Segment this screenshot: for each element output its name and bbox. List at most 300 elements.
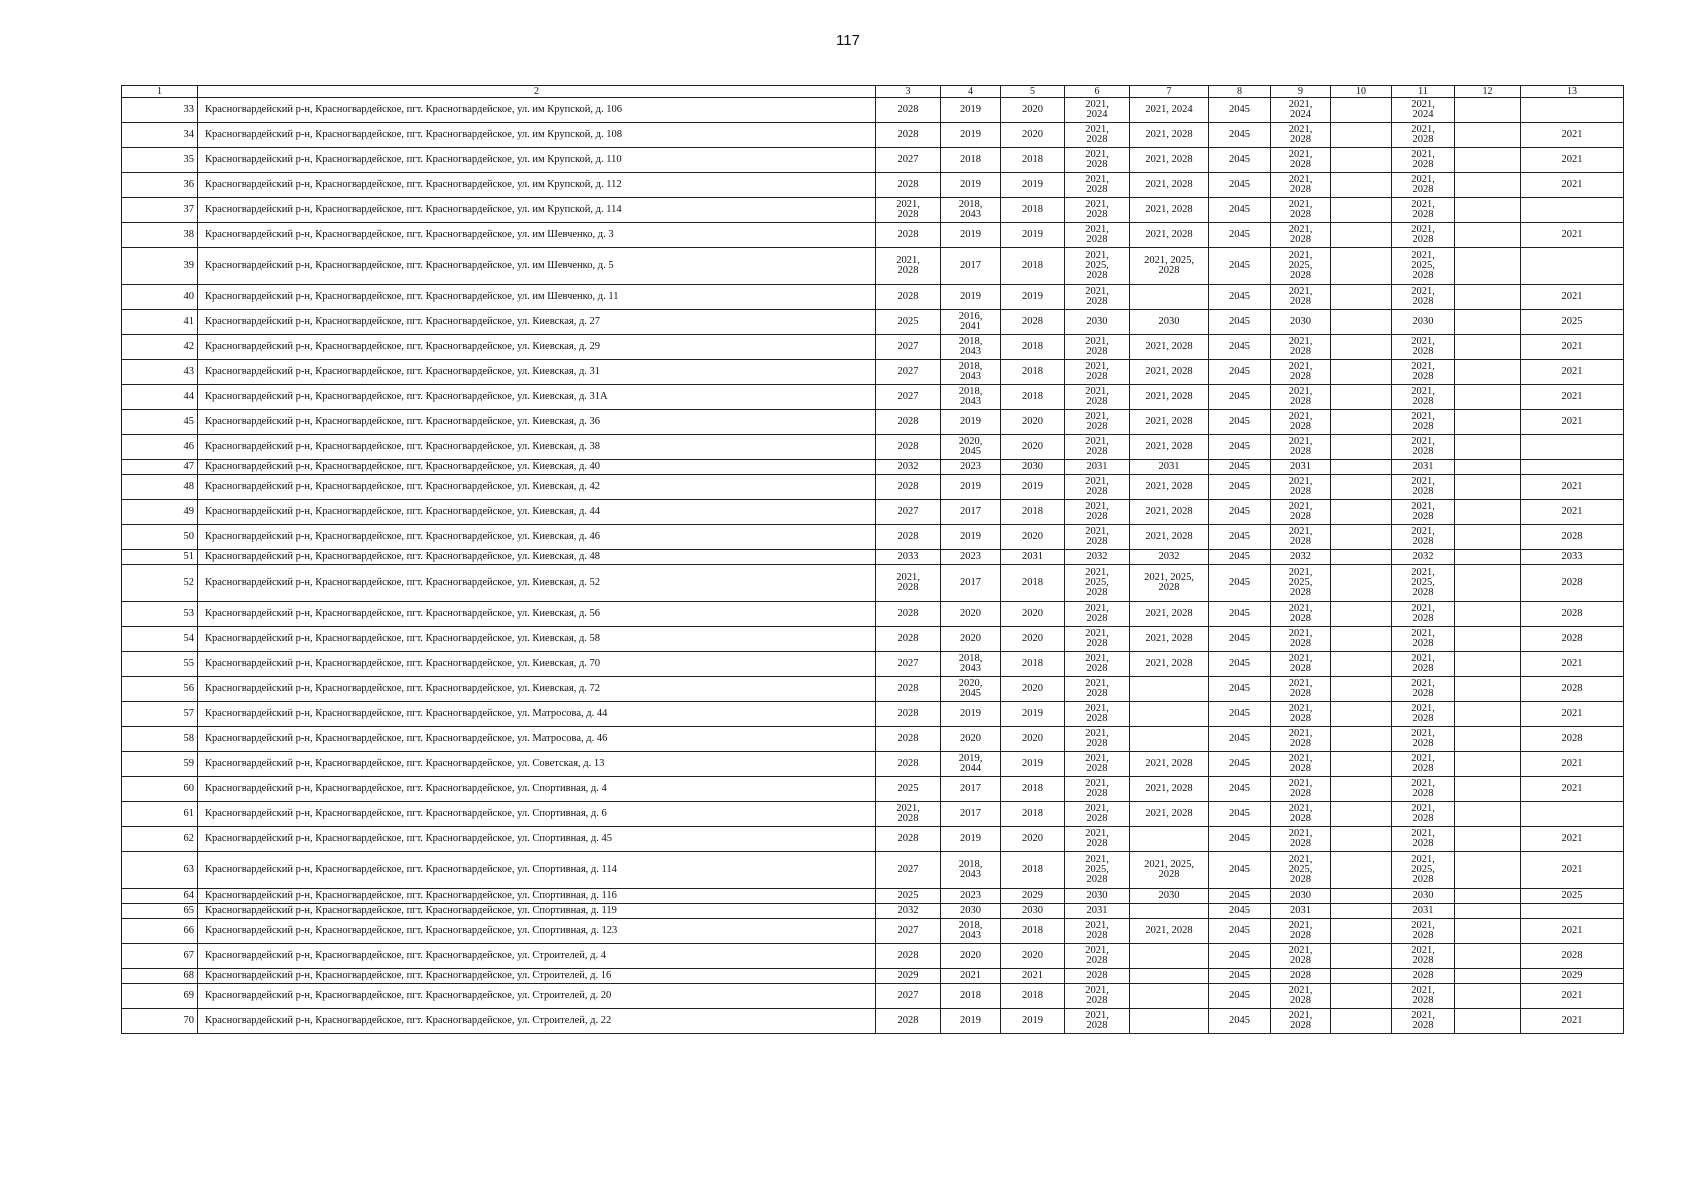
year-cell-col-11: 2021, 2028: [1392, 198, 1455, 223]
year-cell-col-5: 2018: [1001, 777, 1065, 802]
year-cell-col-7: 2030: [1130, 310, 1209, 335]
year-cell-col-3: 2027: [876, 385, 941, 410]
year-cell-col-5: 2020: [1001, 435, 1065, 460]
year-cell-col-7: [1130, 677, 1209, 702]
year-cell-col-7: [1130, 904, 1209, 919]
year-cell-col-12: [1455, 475, 1521, 500]
column-header-13: 13: [1521, 86, 1624, 98]
year-cell-col-10: [1331, 677, 1392, 702]
year-cell-col-9: 2021, 2028: [1271, 777, 1331, 802]
year-cell-col-8: 2045: [1209, 148, 1271, 173]
year-cell-col-5: 2020: [1001, 123, 1065, 148]
year-cell-col-7: [1130, 702, 1209, 727]
year-cell-col-11: 2021, 2028: [1392, 652, 1455, 677]
year-cell-col-5: 2028: [1001, 310, 1065, 335]
column-header-8: 8: [1209, 86, 1271, 98]
year-cell-col-9: 2031: [1271, 460, 1331, 475]
year-cell-col-6: 2021, 2025, 2028: [1065, 248, 1130, 285]
year-cell-col-7: 2031: [1130, 460, 1209, 475]
year-cell-col-3: 2028: [876, 944, 941, 969]
row-number: 56: [122, 677, 198, 702]
table-row: [122, 98, 1624, 123]
year-cell-col-4: 2017: [941, 565, 1001, 602]
year-cell-col-5: 2018: [1001, 385, 1065, 410]
row-number: 68: [122, 969, 198, 984]
year-cell-col-5: 2030: [1001, 460, 1065, 475]
year-cell-col-9: 2021, 2028: [1271, 677, 1331, 702]
year-cell-col-8: 2045: [1209, 827, 1271, 852]
year-cell-col-7: 2021, 2028: [1130, 173, 1209, 198]
year-cell-col-12: [1455, 702, 1521, 727]
year-cell-col-3: 2027: [876, 652, 941, 677]
year-cell-col-13: 2028: [1521, 602, 1624, 627]
year-cell-col-11: 2021, 2025, 2028: [1392, 248, 1455, 285]
year-cell-col-11: 2021, 2028: [1392, 627, 1455, 652]
year-cell-col-4: 2018, 2043: [941, 198, 1001, 223]
year-cell-col-11: 2021, 2028: [1392, 525, 1455, 550]
year-cell-col-13: [1521, 248, 1624, 285]
year-cell-col-8: 2045: [1209, 984, 1271, 1009]
year-cell-col-6: 2021, 2028: [1065, 702, 1130, 727]
table-row: [122, 1009, 1624, 1034]
year-cell-col-3: 2028: [876, 435, 941, 460]
year-cell-col-13: 2021: [1521, 385, 1624, 410]
row-number: 55: [122, 652, 198, 677]
year-cell-col-10: [1331, 385, 1392, 410]
year-cell-col-9: 2021, 2024: [1271, 98, 1331, 123]
year-cell-col-9: 2021, 2028: [1271, 173, 1331, 198]
year-cell-col-5: 2018: [1001, 802, 1065, 827]
table-row: [122, 525, 1624, 550]
year-cell-col-6: 2021, 2028: [1065, 752, 1130, 777]
year-cell-col-12: [1455, 460, 1521, 475]
year-cell-col-6: 2021, 2028: [1065, 123, 1130, 148]
year-cell-col-9: 2021, 2028: [1271, 223, 1331, 248]
year-cell-col-6: 2021, 2028: [1065, 919, 1130, 944]
year-cell-col-3: 2027: [876, 360, 941, 385]
address-cell: Красногвардейский р-н, Красногвардейское, пгт. Красногвардейское, ул. им Крупской, д. 110: [198, 148, 876, 173]
row-number: 67: [122, 944, 198, 969]
year-cell-col-3: 2025: [876, 777, 941, 802]
year-cell-col-4: 2018, 2043: [941, 335, 1001, 360]
year-cell-col-12: [1455, 1009, 1521, 1034]
year-cell-col-7: [1130, 1009, 1209, 1034]
year-cell-col-11: 2021, 2028: [1392, 727, 1455, 752]
year-cell-col-4: 2019: [941, 285, 1001, 310]
address-cell: Красногвардейский р-н, Красногвардейское, пгт. Красногвардейское, ул. Спортивная, д. 45: [198, 827, 876, 852]
year-cell-col-8: 2045: [1209, 889, 1271, 904]
year-cell-col-12: [1455, 123, 1521, 148]
year-cell-col-8: 2045: [1209, 310, 1271, 335]
year-cell-col-13: 2021: [1521, 652, 1624, 677]
year-cell-col-7: 2021, 2028: [1130, 752, 1209, 777]
year-cell-col-6: 2021, 2028: [1065, 677, 1130, 702]
address-cell: Красногвардейский р-н, Красногвардейское, пгт. Красногвардейское, ул. им Шевченко, д. 3: [198, 223, 876, 248]
year-cell-col-4: 2018, 2043: [941, 852, 1001, 889]
year-cell-col-9: 2030: [1271, 889, 1331, 904]
year-cell-col-11: 2021, 2028: [1392, 123, 1455, 148]
year-cell-col-6: 2021, 2028: [1065, 500, 1130, 525]
year-cell-col-4: 2020: [941, 602, 1001, 627]
year-cell-col-12: [1455, 223, 1521, 248]
year-cell-col-11: 2021, 2028: [1392, 602, 1455, 627]
year-cell-col-13: 2028: [1521, 677, 1624, 702]
year-cell-col-5: 2020: [1001, 410, 1065, 435]
year-cell-col-13: 2021: [1521, 123, 1624, 148]
year-cell-col-11: 2021, 2024: [1392, 98, 1455, 123]
year-cell-col-8: 2045: [1209, 677, 1271, 702]
year-cell-col-13: 2021: [1521, 777, 1624, 802]
year-cell-col-11: 2021, 2028: [1392, 410, 1455, 435]
year-cell-col-13: 2021: [1521, 702, 1624, 727]
row-number: 36: [122, 173, 198, 198]
year-cell-col-12: [1455, 550, 1521, 565]
column-header-4: 4: [941, 86, 1001, 98]
year-cell-col-7: 2032: [1130, 550, 1209, 565]
year-cell-col-10: [1331, 627, 1392, 652]
year-cell-col-8: 2045: [1209, 777, 1271, 802]
year-cell-col-10: [1331, 435, 1392, 460]
year-cell-col-11: 2021, 2028: [1392, 984, 1455, 1009]
address-cell: Красногвардейский р-н, Красногвардейское, пгт. Красногвардейское, ул. Киевская, д. 58: [198, 627, 876, 652]
table-row: [122, 919, 1624, 944]
year-cell-col-8: 2045: [1209, 500, 1271, 525]
year-cell-col-10: [1331, 123, 1392, 148]
year-cell-col-5: 2018: [1001, 565, 1065, 602]
year-cell-col-5: 2019: [1001, 1009, 1065, 1034]
year-cell-col-3: 2028: [876, 525, 941, 550]
column-header-11: 11: [1392, 86, 1455, 98]
year-cell-col-4: 2020, 2045: [941, 435, 1001, 460]
year-cell-col-10: [1331, 652, 1392, 677]
table-row: [122, 969, 1624, 984]
year-cell-col-4: 2016, 2041: [941, 310, 1001, 335]
year-cell-col-11: 2031: [1392, 460, 1455, 475]
address-cell: Красногвардейский р-н, Красногвардейское, пгт. Красногвардейское, ул. Строителей, д. 20: [198, 984, 876, 1009]
table-row: [122, 198, 1624, 223]
year-cell-col-4: 2020: [941, 944, 1001, 969]
year-cell-col-9: 2021, 2028: [1271, 727, 1331, 752]
year-cell-col-5: 2018: [1001, 148, 1065, 173]
year-cell-col-7: [1130, 285, 1209, 310]
year-cell-col-8: 2045: [1209, 852, 1271, 889]
year-cell-col-8: 2045: [1209, 525, 1271, 550]
year-cell-col-4: 2020, 2045: [941, 677, 1001, 702]
column-header-10: 10: [1331, 86, 1392, 98]
year-cell-col-8: 2045: [1209, 1009, 1271, 1034]
year-cell-col-8: 2045: [1209, 335, 1271, 360]
year-cell-col-8: 2045: [1209, 98, 1271, 123]
year-cell-col-9: 2021, 2025, 2028: [1271, 248, 1331, 285]
year-cell-col-13: 2021: [1521, 500, 1624, 525]
year-cell-col-3: 2028: [876, 702, 941, 727]
year-cell-col-9: 2021, 2025, 2028: [1271, 565, 1331, 602]
year-cell-col-13: 2028: [1521, 565, 1624, 602]
year-cell-col-12: [1455, 525, 1521, 550]
row-number: 39: [122, 248, 198, 285]
year-cell-col-10: [1331, 500, 1392, 525]
year-cell-col-3: 2028: [876, 752, 941, 777]
year-cell-col-13: 2021: [1521, 360, 1624, 385]
year-cell-col-4: 2019: [941, 827, 1001, 852]
year-cell-col-10: [1331, 410, 1392, 435]
year-cell-col-3: 2027: [876, 500, 941, 525]
year-cell-col-4: 2019: [941, 525, 1001, 550]
year-cell-col-13: 2021: [1521, 852, 1624, 889]
year-cell-col-13: 2021: [1521, 752, 1624, 777]
year-cell-col-9: 2021, 2028: [1271, 148, 1331, 173]
address-cell: Красногвардейский р-н, Красногвардейское, пгт. Красногвардейское, ул. Спортивная, д. 119: [198, 904, 876, 919]
year-cell-col-6: 2021, 2028: [1065, 173, 1130, 198]
year-cell-col-6: 2021, 2028: [1065, 475, 1130, 500]
year-cell-col-10: [1331, 223, 1392, 248]
table-row: [122, 677, 1624, 702]
table-row: [122, 602, 1624, 627]
year-cell-col-10: [1331, 285, 1392, 310]
address-cell: Красногвардейский р-н, Красногвардейское, пгт. Красногвардейское, ул. Киевская, д. 31А: [198, 385, 876, 410]
row-number: 53: [122, 602, 198, 627]
year-cell-col-6: 2021, 2028: [1065, 777, 1130, 802]
year-cell-col-10: [1331, 889, 1392, 904]
year-cell-col-11: 2021, 2028: [1392, 827, 1455, 852]
column-header-12: 12: [1455, 86, 1521, 98]
year-cell-col-12: [1455, 852, 1521, 889]
year-cell-col-12: [1455, 652, 1521, 677]
year-cell-col-12: [1455, 148, 1521, 173]
year-cell-col-3: 2028: [876, 173, 941, 198]
year-cell-col-13: 2025: [1521, 310, 1624, 335]
row-number: 33: [122, 98, 198, 123]
year-cell-col-10: [1331, 702, 1392, 727]
year-cell-col-8: 2045: [1209, 385, 1271, 410]
year-cell-col-5: 2019: [1001, 285, 1065, 310]
header-row: [122, 86, 1624, 98]
year-cell-col-13: 2021: [1521, 475, 1624, 500]
year-cell-col-5: 2020: [1001, 98, 1065, 123]
address-cell: Красногвардейский р-н, Красногвардейское, пгт. Красногвардейское, ул. Строителей, д. 16: [198, 969, 876, 984]
year-cell-col-3: 2027: [876, 335, 941, 360]
year-cell-col-9: 2021, 2028: [1271, 802, 1331, 827]
year-cell-col-11: 2021, 2028: [1392, 500, 1455, 525]
column-header-2: 2: [198, 86, 876, 98]
year-cell-col-6: 2031: [1065, 460, 1130, 475]
year-cell-col-9: 2021, 2028: [1271, 435, 1331, 460]
row-number: 59: [122, 752, 198, 777]
table-row: [122, 123, 1624, 148]
year-cell-col-13: 2028: [1521, 525, 1624, 550]
address-cell: Красногвардейский р-н, Красногвардейское, пгт. Красногвардейское, ул. Киевская, д. 36: [198, 410, 876, 435]
year-cell-col-10: [1331, 727, 1392, 752]
year-cell-col-11: 2021, 2028: [1392, 702, 1455, 727]
year-cell-col-11: 2021, 2028: [1392, 919, 1455, 944]
address-cell: Красногвардейский р-н, Красногвардейское, пгт. Красногвардейское, ул. им Шевченко, д. 11: [198, 285, 876, 310]
year-cell-col-3: 2028: [876, 1009, 941, 1034]
year-cell-col-12: [1455, 360, 1521, 385]
year-cell-col-5: 2020: [1001, 525, 1065, 550]
year-cell-col-4: 2019: [941, 223, 1001, 248]
year-cell-col-7: 2021, 2028: [1130, 652, 1209, 677]
table-row: [122, 727, 1624, 752]
year-cell-col-5: 2018: [1001, 335, 1065, 360]
year-cell-col-8: 2045: [1209, 944, 1271, 969]
row-number: 37: [122, 198, 198, 223]
year-cell-col-9: 2021, 2028: [1271, 627, 1331, 652]
address-cell: Красногвардейский р-н, Красногвардейское, пгт. Красногвардейское, ул. Спортивная, д. 116: [198, 889, 876, 904]
address-cell: Красногвардейский р-н, Красногвардейское, пгт. Красногвардейское, ул. Киевская, д. 40: [198, 460, 876, 475]
year-cell-col-12: [1455, 410, 1521, 435]
column-header-6: 6: [1065, 86, 1130, 98]
year-cell-col-4: 2019: [941, 410, 1001, 435]
year-cell-col-5: 2020: [1001, 827, 1065, 852]
year-cell-col-6: 2021, 2028: [1065, 727, 1130, 752]
address-cell: Красногвардейский р-н, Красногвардейское, пгт. Красногвардейское, ул. Киевская, д. 56: [198, 602, 876, 627]
year-cell-col-13: 2033: [1521, 550, 1624, 565]
year-cell-col-4: 2019: [941, 173, 1001, 198]
year-cell-col-8: 2045: [1209, 702, 1271, 727]
year-cell-col-11: 2021, 2028: [1392, 475, 1455, 500]
year-cell-col-10: [1331, 777, 1392, 802]
row-number: 57: [122, 702, 198, 727]
year-cell-col-7: 2021, 2028: [1130, 500, 1209, 525]
row-number: 44: [122, 385, 198, 410]
year-cell-col-5: 2031: [1001, 550, 1065, 565]
row-number: 47: [122, 460, 198, 475]
year-cell-col-3: 2029: [876, 969, 941, 984]
year-cell-col-3: 2027: [876, 148, 941, 173]
year-cell-col-9: 2021, 2028: [1271, 123, 1331, 148]
table-row: [122, 904, 1624, 919]
year-cell-col-10: [1331, 335, 1392, 360]
row-number: 34: [122, 123, 198, 148]
year-cell-col-4: 2023: [941, 460, 1001, 475]
year-cell-col-4: 2018, 2043: [941, 385, 1001, 410]
year-cell-col-6: 2021, 2028: [1065, 410, 1130, 435]
year-cell-col-9: 2021, 2028: [1271, 285, 1331, 310]
year-cell-col-13: [1521, 460, 1624, 475]
year-cell-col-10: [1331, 550, 1392, 565]
year-cell-col-5: 2019: [1001, 223, 1065, 248]
page-number: 117: [836, 32, 860, 49]
year-cell-col-4: 2018, 2043: [941, 919, 1001, 944]
table-row: [122, 223, 1624, 248]
year-cell-col-7: 2021, 2028: [1130, 360, 1209, 385]
year-cell-col-12: [1455, 889, 1521, 904]
year-cell-col-13: 2021: [1521, 173, 1624, 198]
year-cell-col-13: 2028: [1521, 627, 1624, 652]
address-cell: Красногвардейский р-н, Красногвардейское, пгт. Красногвардейское, ул. Спортивная, д. 123: [198, 919, 876, 944]
year-cell-col-5: 2019: [1001, 475, 1065, 500]
year-cell-col-8: 2045: [1209, 285, 1271, 310]
year-cell-col-13: 2021: [1521, 223, 1624, 248]
year-cell-col-11: 2021, 2028: [1392, 335, 1455, 360]
year-cell-col-11: 2028: [1392, 969, 1455, 984]
year-cell-col-8: 2045: [1209, 435, 1271, 460]
year-cell-col-11: 2021, 2028: [1392, 435, 1455, 460]
year-cell-col-11: 2032: [1392, 550, 1455, 565]
year-cell-col-12: [1455, 827, 1521, 852]
year-cell-col-4: 2017: [941, 248, 1001, 285]
year-cell-col-5: 2019: [1001, 702, 1065, 727]
column-header-1: 1: [122, 86, 198, 98]
year-cell-col-12: [1455, 984, 1521, 1009]
row-number: 51: [122, 550, 198, 565]
table-row: [122, 435, 1624, 460]
year-cell-col-9: 2021, 2028: [1271, 410, 1331, 435]
year-cell-col-5: 2029: [1001, 889, 1065, 904]
year-cell-col-12: [1455, 310, 1521, 335]
year-cell-col-7: 2021, 2025, 2028: [1130, 248, 1209, 285]
year-cell-col-10: [1331, 904, 1392, 919]
row-number: 41: [122, 310, 198, 335]
year-cell-col-3: 2027: [876, 984, 941, 1009]
year-cell-col-10: [1331, 98, 1392, 123]
year-cell-col-12: [1455, 677, 1521, 702]
column-header-9: 9: [1271, 86, 1331, 98]
address-cell: Красногвардейский р-н, Красногвардейское, пгт. Красногвардейское, ул. Киевская, д. 29: [198, 335, 876, 360]
year-cell-col-3: 2028: [876, 98, 941, 123]
row-number: 49: [122, 500, 198, 525]
year-cell-col-9: 2021, 2028: [1271, 984, 1331, 1009]
year-cell-col-6: 2021, 2025, 2028: [1065, 565, 1130, 602]
address-cell: Красногвардейский р-н, Красногвардейское, пгт. Красногвардейское, ул. им Крупской, д. 106: [198, 98, 876, 123]
year-cell-col-5: 2020: [1001, 602, 1065, 627]
year-cell-col-11: 2021, 2028: [1392, 223, 1455, 248]
year-cell-col-9: 2028: [1271, 969, 1331, 984]
year-cell-col-11: 2021, 2025, 2028: [1392, 565, 1455, 602]
year-cell-col-9: 2032: [1271, 550, 1331, 565]
year-cell-col-6: 2030: [1065, 889, 1130, 904]
year-cell-col-4: 2019: [941, 123, 1001, 148]
year-cell-col-13: 2028: [1521, 727, 1624, 752]
year-cell-col-3: 2027: [876, 919, 941, 944]
year-cell-col-12: [1455, 435, 1521, 460]
address-cell: Красногвардейский р-н, Красногвардейское, пгт. Красногвардейское, ул. им Крупской, д. 108: [198, 123, 876, 148]
year-cell-col-13: 2021: [1521, 827, 1624, 852]
table-row: [122, 360, 1624, 385]
year-cell-col-12: [1455, 335, 1521, 360]
year-cell-col-3: 2028: [876, 827, 941, 852]
year-cell-col-7: 2021, 2028: [1130, 475, 1209, 500]
table-row: [122, 652, 1624, 677]
year-cell-col-4: 2020: [941, 627, 1001, 652]
year-cell-col-8: 2045: [1209, 123, 1271, 148]
year-cell-col-13: [1521, 435, 1624, 460]
year-cell-col-8: 2045: [1209, 565, 1271, 602]
year-cell-col-8: 2045: [1209, 410, 1271, 435]
year-cell-col-12: [1455, 602, 1521, 627]
year-cell-col-9: 2021, 2028: [1271, 525, 1331, 550]
year-cell-col-8: 2045: [1209, 475, 1271, 500]
year-cell-col-12: [1455, 727, 1521, 752]
year-cell-col-11: 2021, 2028: [1392, 1009, 1455, 1034]
year-cell-col-7: 2021, 2028: [1130, 410, 1209, 435]
year-cell-col-11: 2021, 2028: [1392, 777, 1455, 802]
year-cell-col-9: 2021, 2028: [1271, 702, 1331, 727]
year-cell-col-12: [1455, 777, 1521, 802]
year-cell-col-10: [1331, 802, 1392, 827]
table-row: [122, 335, 1624, 360]
year-cell-col-13: 2021: [1521, 148, 1624, 173]
year-cell-col-11: 2021, 2028: [1392, 148, 1455, 173]
year-cell-col-6: 2021, 2028: [1065, 360, 1130, 385]
year-cell-col-11: 2021, 2025, 2028: [1392, 852, 1455, 889]
year-cell-col-13: 2021: [1521, 984, 1624, 1009]
year-cell-col-4: 2019: [941, 702, 1001, 727]
year-cell-col-8: 2045: [1209, 627, 1271, 652]
year-cell-col-3: 2028: [876, 285, 941, 310]
address-cell: Красногвардейский р-н, Красногвардейское, пгт. Красногвардейское, ул. Киевская, д. 70: [198, 652, 876, 677]
year-cell-col-4: 2017: [941, 802, 1001, 827]
